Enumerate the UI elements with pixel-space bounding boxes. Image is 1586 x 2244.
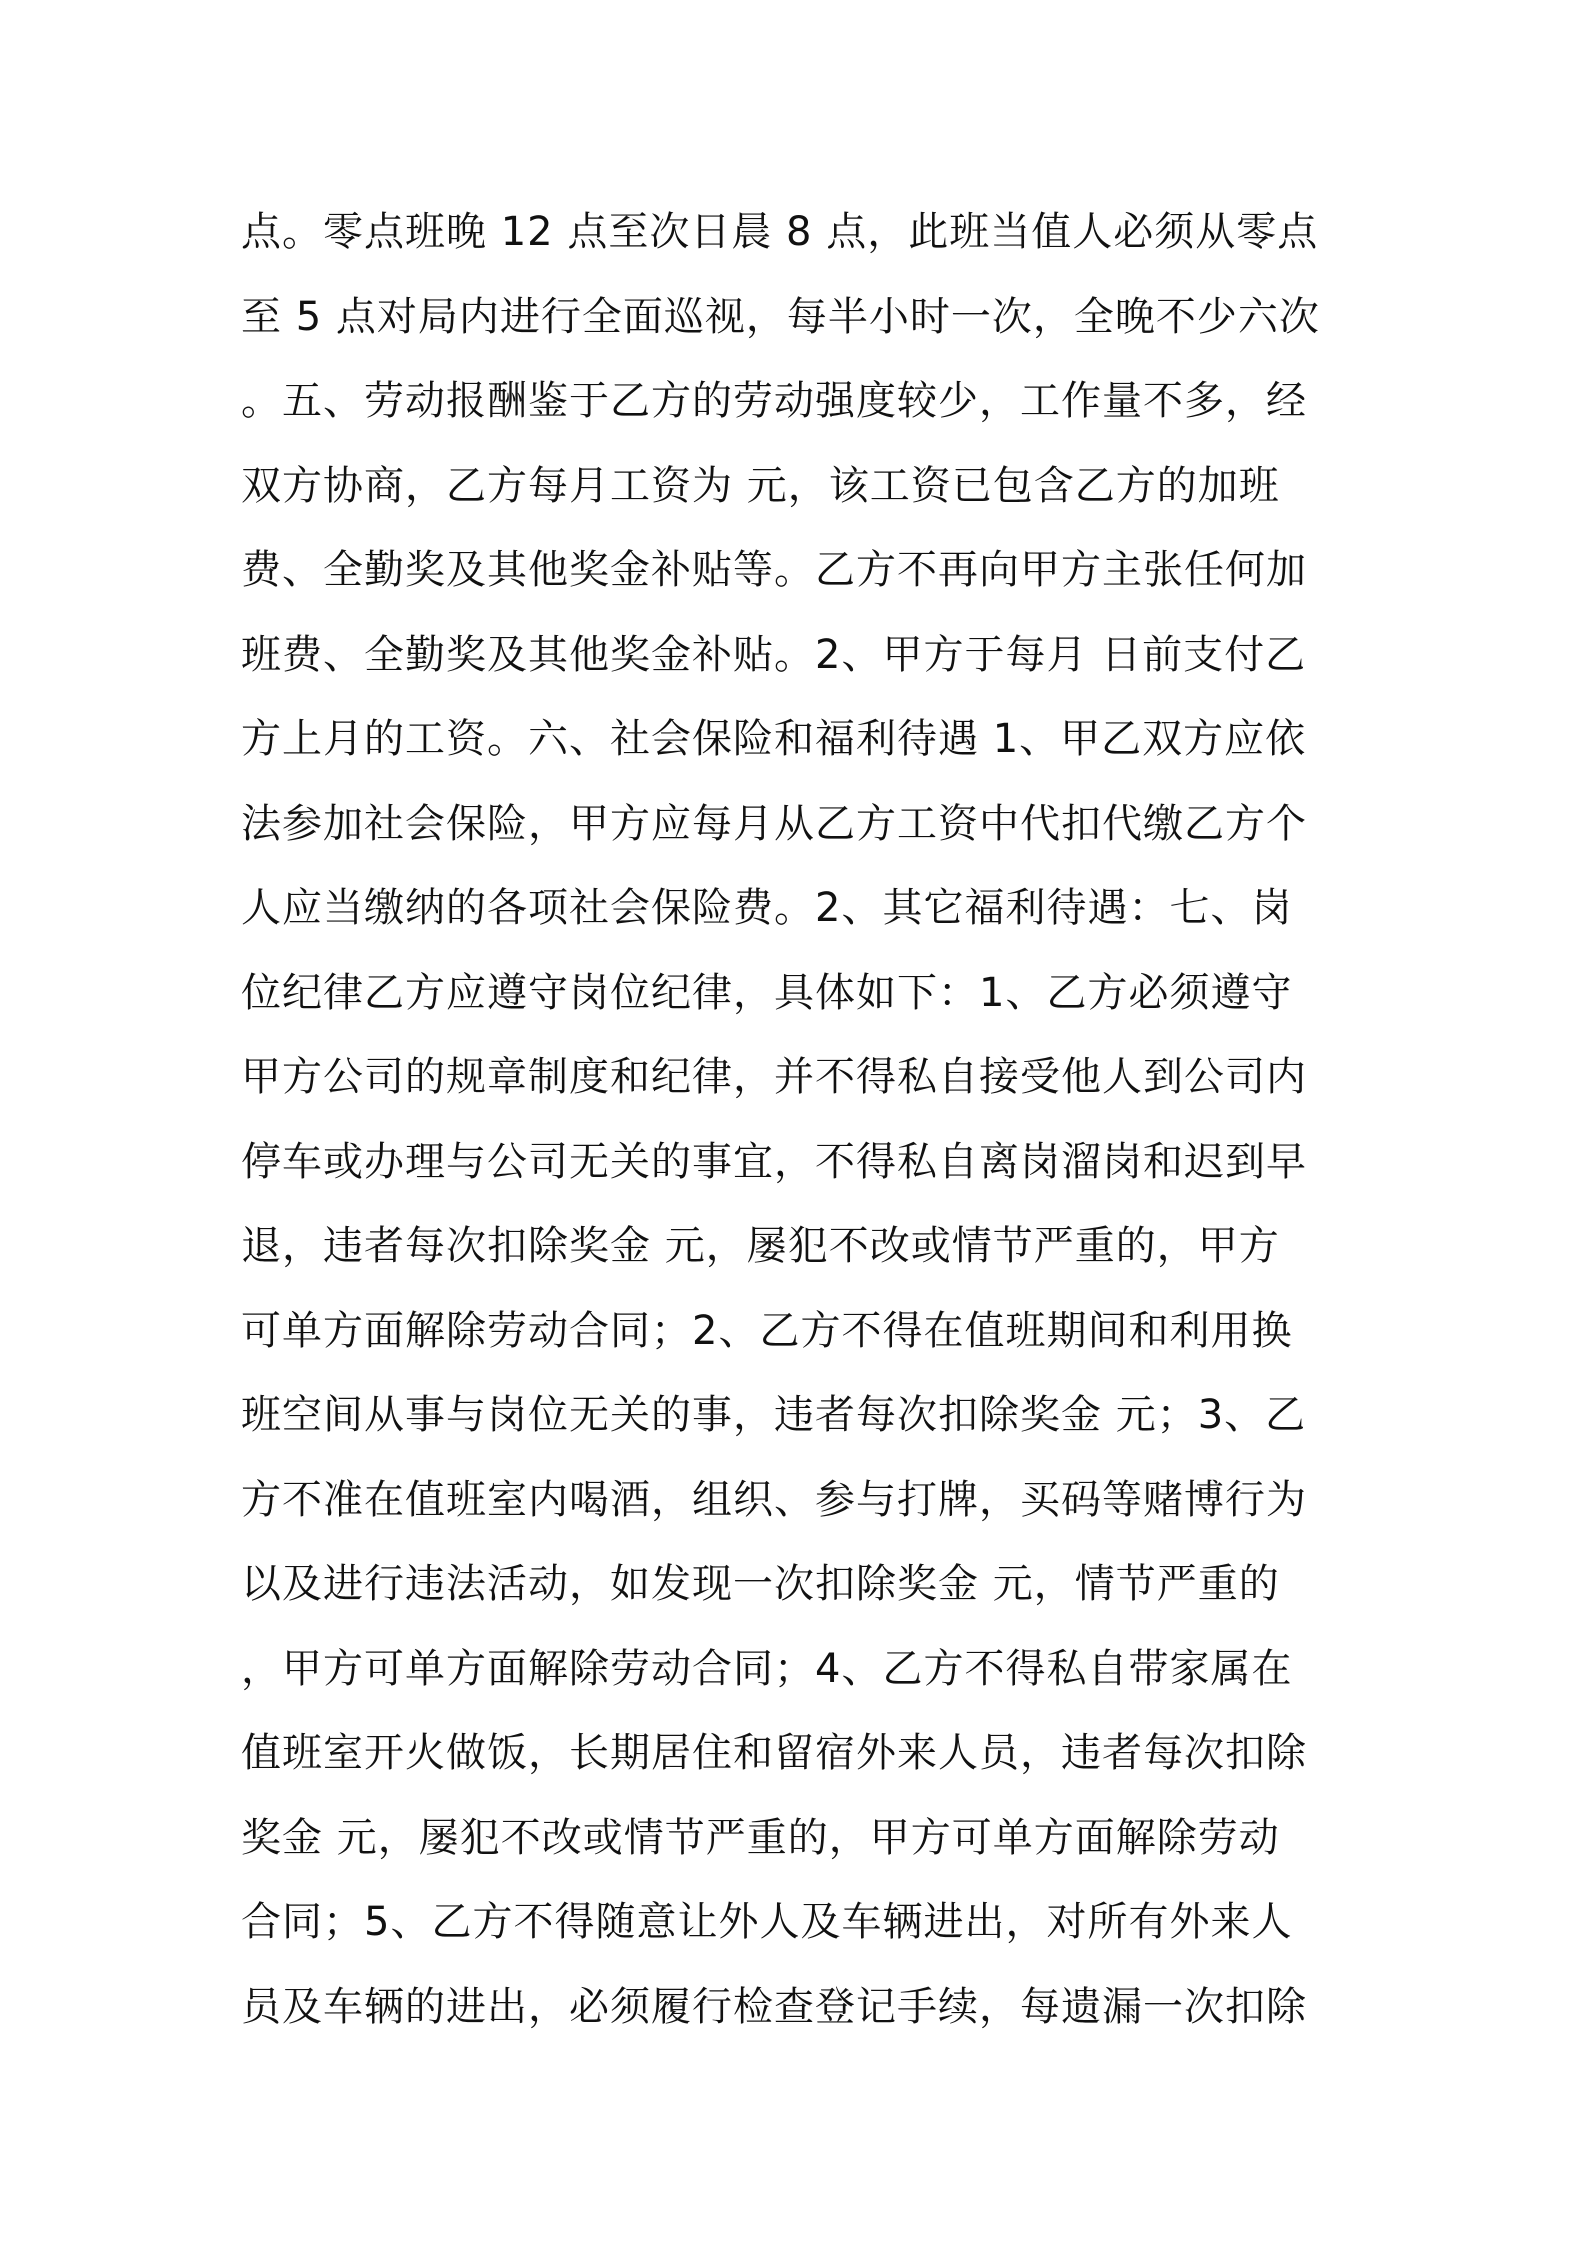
document-body-text <box>241 190 1361 2049</box>
text-line: 班空间从事与岗位无关的事，违者每次扣除奖金 元；3、乙 <box>241 1392 1307 1438</box>
text-line: 班费、全勤奖及其他奖金补贴。2、甲方于每月 日前支付乙 <box>241 631 1307 678</box>
text-line: 人应当缴纳的各项社会保险费。2、其它福利待遇：七、岗 <box>241 885 1293 931</box>
text-line: 值班室开火做饭，长期居住和留宿外来人员，违者每次扣除 <box>241 1730 1307 1776</box>
text-line: 双方协商，乙方每月工资为 元，该工资已包含乙方的加班 <box>241 462 1280 509</box>
text-line: 甲方公司的规章制度和纪律，并不得私自接受他人到公司内 <box>241 1054 1307 1100</box>
text-line: 可单方面解除劳动合同；2、乙方不得在值班期间和利用换 <box>241 1307 1293 1354</box>
text-line: 法参加社会保险，甲方应每月从乙方工资中代扣代缴乙方个 <box>241 800 1307 847</box>
text-line: 位纪律乙方应遵守岗位纪律，具体如下：1、乙方必须遵守 <box>241 969 1293 1016</box>
text-line: 方不准在值班室内喝酒，组织、参与打牌，买码等赌博行为 <box>241 1476 1307 1523</box>
text-line: 点。零点班晚 12 点至次日晨 8 点，此班当值人必须从零点 <box>241 209 1319 255</box>
text-line: 至 5 点对局内进行全面巡视，每半小时一次，全晚不少六次 <box>241 293 1320 340</box>
text-line: 费、全勤奖及其他奖金补贴等。乙方不再向甲方主张任何加 <box>241 547 1307 593</box>
text-line: 以及进行违法活动，如发现一次扣除奖金 元，情节严重的 <box>241 1561 1280 1607</box>
text-line: ，甲方可单方面解除劳动合同；4、乙方不得私自带家属在 <box>241 1645 1293 1692</box>
text-line: 停车或办理与公司无关的事宜，不得私自离岗溜岗和迟到早 <box>241 1138 1307 1185</box>
text-line: 奖金 元，屡犯不改或情节严重的，甲方可单方面解除劳动 <box>241 1814 1280 1861</box>
text-line: 合同；5、乙方不得随意让外人及车辆进出，对所有外来人 <box>241 1899 1293 1945</box>
text-line: 方上月的工资。六、社会保险和福利待遇 1、甲乙双方应依 <box>241 716 1307 762</box>
text-line: 退，违者每次扣除奖金 元，屡犯不改或情节严重的，甲方 <box>241 1223 1280 1269</box>
text-line: 。五、劳动报酬鉴于乙方的劳动强度较少，工作量不多，经 <box>241 378 1307 424</box>
text-line: 员及车辆的进出，必须履行检查登记手续，每遗漏一次扣除 <box>241 1983 1307 2030</box>
